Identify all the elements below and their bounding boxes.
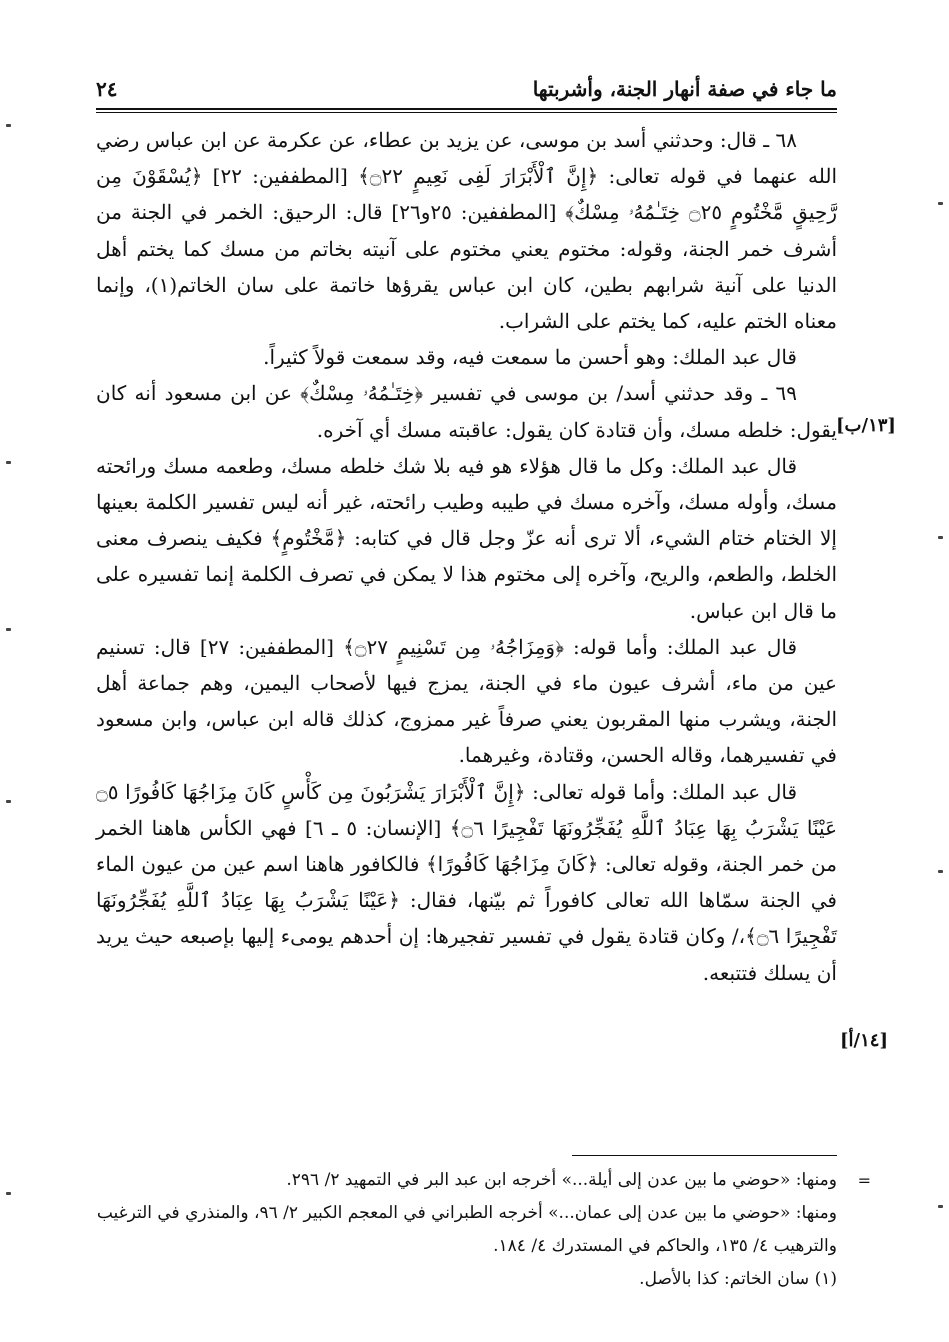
- scan-speck: [938, 1205, 943, 1208]
- paragraph-abd-al-malik-3: قال عبد الملك: وأما قوله: ﴿وَمِزَاجُهُۥ مِن تَسْنِيمٍ ۝٢٧﴾ [المطففين: ٢٧] قال: تسنيم عين من ماء، أشرف عيون ماء في الجنة، يمزج فيها لأصحاب اليمين، وهم جماعة أهل الجنة، ويشرب منها المقربون يعني صرفاً غير ممزوج، كذلك قاله ابن عباس، وابن مسعود في تفسيرهما، وقاله الحسن، وقتادة، وغيرهما.: [96, 634, 837, 768]
- scan-speck: [6, 800, 11, 803]
- footnotes: [96, 1164, 871, 1296]
- scan-speck: [938, 536, 943, 539]
- header-rule: [96, 108, 837, 113]
- paragraph-68: ٦٨ ـ قال: وحدثني أسد بن موسى، عن يزيد بن عطاء، عن عكرمة عن ابن عباس رضي الله عنهما في قوله تعالى: ﴿إِنَّ ٱلْأَبْرَارَ لَفِى نَعِيمٍ ۝٢٢﴾ [المطففين: ٢٢] ﴿يُسْقَوْنَ مِن رَّحِيقٍ مَّخْتُومٍ ۝٢٥ خِتَـٰمُهُۥ مِسْكٌ﴾ [المطففين: ٢٥و٢٦] قال: الرحيق: الخمر في الجنة من أشرف خمر الجنة، وقوله: مختوم يعني مختوم على آنيته بخاتم من مسك كما يختم أهل الدنيا على آنية شرابهم بطين، كان ابن عباس يقرؤها خاتمة على سان الخاتم(١)، وإنما معناه الختم عليه، كما يختم على الشراب.: [96, 128, 838, 334]
- main-text: [96, 122, 837, 991]
- scan-speck: [6, 628, 11, 631]
- paragraph-abd-al-malik-4: قال عبد الملك: وأما قوله تعالى: ﴿إِنَّ ٱلْأَبْرَارَ يَشْرَبُونَ مِن كَأْسٍ كَانَ مِزَاجُهَا كَافُورًا ۝٥ عَيْنًا يَشْرَبُ بِهَا عِبَادُ ٱللَّهِ يُفَجِّرُونَهَا تَفْجِيرًا ۝٦﴾ [الإنسان: ٥ ـ ٦] فهي الكأس هاهنا الخمر من خمر الجنة، وقوله تعالى: ﴿كَانَ مِزَاجُهَا كَافُورًا﴾ فالكافور هاهنا اسم عين من عيون الماء في الجنة سمّاها الله تعالى كافوراً ثم بيّنها، فقال: ﴿عَيْنًا يَشْرَبُ بِهَا عِبَادُ ٱللَّهِ يُفَجِّرُونَهَا تَفْجِيرًا ۝٦﴾،/ وكان قتادة يقول في تفسير تفجيرها: إن أحدهم يومىء إليها بإصبعه حيث يريد أن يسلك فتتبعه.: [96, 779, 838, 985]
- scan-speck: [938, 202, 943, 205]
- margin-folio-ref: [١٤/أ]: [840, 1030, 888, 1051]
- page-number: ٢٤: [96, 77, 118, 101]
- footnote-line: ومنها: «حوضي ما بين عدن إلى عمان...» أخرجه الطبراني في المعجم الكبير ٢/ ٩٦، والمنذري في الترغيب والترهيب ٤/ ١٣٥، والحاكم في المستدرك ٤/ ١٨٤.: [96, 1203, 837, 1256]
- scan-speck: [6, 461, 11, 464]
- scan-speck: [6, 124, 11, 127]
- footnote-rule: [572, 1155, 837, 1156]
- paragraph-abd-al-malik-2: قال عبد الملك: وكل ما قال هؤلاء هو فيه بلا شك خلطه مسك، وطعمه مسك ورائحته مسك، وأوله مسك، وآخره مسك في طيبه وطيب رائحته، غير أنه ليس تفسير الكلمة بعينها إلا الختام ختام الشيء، ألا ترى أنه عزّ وجل قال في كتابه: ﴿مَّخْتُومٍ﴾ فكيف ينصرف معنى الخلط، والطعم، والريح، وآخره إلى مختوم هذا لا يمكن في تصرف الكلمة إنما تفسيره على ما قال ابن عباس.: [96, 453, 837, 623]
- margin-folio-ref: [١٣/ب]: [836, 415, 896, 436]
- paragraph-69: ٦٩ ـ وقد حدثني أسد/ بن موسى في تفسير ﴿خِتَـٰمُهُۥ مِسْكٌ﴾ عن ابن مسعود أنه كان يقول: خلطه مسك، وأن قتادة كان يقول: عاقبته مسك أي آخره.: [96, 381, 837, 442]
- scan-speck: [6, 1192, 11, 1195]
- scan-speck: [938, 870, 943, 873]
- footnote-line: ومنها: «حوضي ما بين عدن إلى أيلة...» أخرجه ابن عبد البر في التمهيد ٢/ ٢٩٦.: [286, 1170, 837, 1190]
- footnote-continuation-mark: =: [857, 1171, 871, 1190]
- footnote-line: (١) سان الخاتم: كذا بالأصل.: [639, 1269, 837, 1289]
- running-header: [96, 72, 837, 106]
- running-title: ما جاء في صفة أنهار الجنة، وأشربتها: [532, 77, 837, 101]
- paragraph-abd-al-malik-1: قال عبد الملك: وهو أحسن ما سمعت فيه، وقد سمعت قولاً كثيراً.: [263, 345, 797, 370]
